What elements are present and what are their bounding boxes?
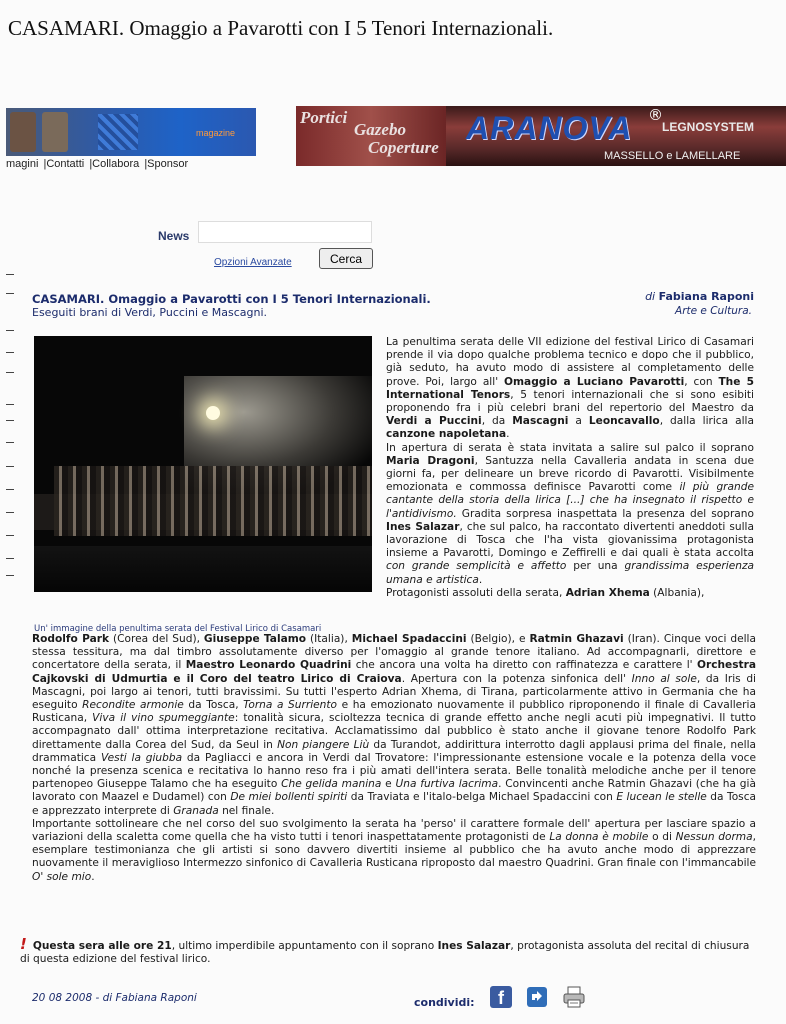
closing-name: Ines Salazar bbox=[437, 940, 511, 952]
article-subtitle: Eseguiti brani di Verdi, Puccini e Mascagni. bbox=[32, 306, 268, 319]
article-text: Rodolfo Park (Corea del Sud), Giuseppe Talamo (Italia), Michael Spadaccini (Belgio), e Ratmin Ghazavi (Iran). Cinque voci della stessa tessitura, ma dal timbro assolutamente diverso per l'omaggio al grande tenore italiano. Ad accompagnarli, direttore e concertatore della serata, il Maestro Leonardo Quadrini che ancora una volta ha diretto con raffinatezza e carattere l' Orchestra Cajkovski di Udmurtia e il Coro del teatro Lirico di Craiova. Apertura con la potenza sinfonica dell' Inno al sole, da Iris di Mascagni, poi largo ai tenori, tutti bravissimi. Su tutti l'esperto Adrian Xhema, di Tirana, particolarmente attivo in Germania che ha eseguito Recondite armonie da Tosca, Torna a Surriento e ha emozionato nuovamente il pubblico riproponendo il finale di Cavalleria Rusticana, Viva il vino spumeggiante: tonalità sicura, scioltezza tecnica di grande effetto anche negli acuti più impegnativi. Il tutto accompagnato dall' ottima interpretazione recitativa. Acclamatissimo dal pubblico è stato anche il giovane tenore Rodolfo Park direttamente dalla Corea del Sud, da Seul in Non piangere Liù da Turandot, addirittura interrotto dagli applausi prima del finale, nella drammatica Vesti la giubba da Pagliacci e ancora in Verdi dal Trovatore: l'impressionante estensione vocale e la potenza della voce nonché la presenza scenica e recitativa lo hanno reso fra i più amati dell'intera serata. Belle tonalità melodiche anche per il tenore partenopeo Giuseppe Talamo che ha eseguito Che gelida manina e Una furtiva lacrima. Convincenti anche Ratmin Ghazavi (che ha già lavorato con Maazel e Dudamel) con De miei bollenti spiriti da Traviata e l'italo-belga Michael Spadaccini con E lucean le stelle da Tosca e apprezzato interprete di Granada nel finale. Importante sottolineare che nel corso del suo svolgimento la serata ha 'perso' il carattere formale dell' apertura per lasciare spazio a variazioni della scaletta come quella che ha visto tutti i tenori inaspettatamente protagonisti de La donna è mobile o di Nessun dorma, esemplare testimonianza che gli artisti si sono davvero divertiti insieme al pubblico che ha avuto anche modo di apprezzare nuovamente il meraviglioso Intermezzo sinfonico di Cavalleria Rusticana riproposto dal maestro Quadrini. Gran finale con l'immancabile O' sole mio. bbox=[32, 633, 757, 883]
nav-item-sponsor[interactable]: |Sponsor bbox=[144, 158, 189, 170]
magazine-banner[interactable] bbox=[6, 108, 256, 156]
margin-mark bbox=[6, 489, 14, 490]
margin-mark bbox=[6, 535, 14, 536]
margin-mark bbox=[6, 330, 14, 331]
nav-item-collabora[interactable]: |Collabora bbox=[89, 158, 140, 170]
margin-mark bbox=[6, 466, 14, 467]
banner-photo bbox=[10, 112, 36, 152]
margin-mark bbox=[6, 558, 14, 559]
facebook-icon[interactable]: f bbox=[490, 986, 512, 1008]
share-icon[interactable] bbox=[526, 986, 548, 1008]
print-icon[interactable] bbox=[562, 986, 586, 1008]
nav-item-immagini[interactable]: magini bbox=[6, 158, 39, 170]
banner-tag: magazine bbox=[196, 128, 236, 138]
ad-brand-logo: ARANOVA bbox=[466, 110, 633, 146]
article-section: Arte e Cultura. bbox=[675, 305, 752, 317]
ad-word-coperture: Coperture bbox=[368, 138, 439, 157]
share-label: condividi: bbox=[414, 996, 475, 1009]
margin-mark bbox=[6, 352, 14, 353]
byline bbox=[645, 290, 754, 303]
stage-lamp bbox=[206, 406, 220, 420]
banner-photo bbox=[42, 112, 68, 152]
document-title: CASAMARI. Omaggio a Pavarotti con I 5 Tenori Internazionali. bbox=[8, 16, 554, 40]
search-label: News bbox=[158, 229, 190, 243]
banner-graphic bbox=[98, 114, 138, 150]
ad-word-gazebo: Gazebo bbox=[354, 120, 406, 139]
margin-mark bbox=[6, 372, 14, 373]
margin-mark bbox=[6, 420, 14, 421]
margin-mark bbox=[6, 404, 14, 405]
article-body-full bbox=[32, 633, 756, 884]
search-button[interactable]: Cerca bbox=[319, 248, 373, 269]
nav-item-contatti[interactable]: |Contatti bbox=[43, 158, 85, 170]
margin-mark bbox=[6, 575, 14, 576]
closing-middle: , ultimo imperdibile appuntamento con il soprano bbox=[171, 940, 438, 952]
aranova-ad-banner[interactable] bbox=[296, 106, 786, 166]
search-input[interactable] bbox=[198, 221, 372, 243]
top-navigation bbox=[6, 158, 190, 170]
margin-mark bbox=[6, 512, 14, 513]
closing-note bbox=[20, 935, 756, 966]
margin-mark bbox=[6, 274, 14, 275]
margin-mark bbox=[6, 442, 14, 443]
margin-mark bbox=[6, 293, 14, 294]
photo-caption: Un' immagine della penultima serata del Festival Lirico di Casamari bbox=[34, 624, 322, 634]
orchestra-silhouettes bbox=[54, 466, 372, 536]
article-photo bbox=[34, 336, 372, 592]
exclamation-icon: ! bbox=[20, 935, 27, 953]
closing-tail: , protagonista assoluta del recital di chiusura di questa edizione del festival lirico. bbox=[20, 940, 750, 966]
advanced-options-link[interactable]: Opzioni Avanzate bbox=[214, 257, 292, 268]
registered-mark: ® bbox=[648, 106, 663, 124]
article-body-column bbox=[386, 336, 754, 600]
ad-word-portici: Portici bbox=[300, 108, 348, 127]
ad-tagline-bottom: MASSELLO e LAMELLARE bbox=[604, 150, 741, 162]
byline-prefix: di bbox=[645, 290, 656, 303]
footer-date-author: 20 08 2008 - di Fabiana Raponi bbox=[32, 992, 197, 1004]
article-text: La penultima serata delle VII edizione del festival Lirico di Casamari prende il via dopo qualche problema tecnico e dopo che il pubblico, già seduto, ha avuto modo di assistere al completamento delle prove. Poi, largo all' Omaggio a Luciano Pavarotti, con The 5 International Tenors, 5 tenori internazionali che si sono esibiti proponendo fra i più celebri brani del repertorio del Maestro da Verdi a Puccini, da Mascagni a Leoncavallo, dalla lirica alla canzone napoletana. In apertura di serata è stata invitata a salire sul palco il soprano Maria Dragoni, Santuzza nella Cavalleria andata in scena due giorni fa, per delineare un breve ricordo di Pavarotti. Visibilmente emozionata e commossa definisce Pavarotti come il più grande cantante della storia della lirica [...] che ha insegnato il rispetto e l'antidivismo. Gradita sorpresa inaspettata la presenza del soprano Ines Salazar, che sul palco, ha raccontato divertenti aneddoti sulla lavorazione di Tosca che l'ha vista giovanissima protagonista insieme a Pavarotti, Domingo e Zeffirelli e dai quali è stata accolta con grande semplicità e affetto per una grandissima esperienza umana e artistica. Protagonisti assoluti della serata, Adrian Xhema (Albania), bbox=[386, 336, 755, 599]
stage-floor bbox=[34, 546, 372, 592]
author-name: Fabiana Raponi bbox=[658, 290, 754, 303]
closing-lead: Questa sera alle ore 21 bbox=[32, 940, 172, 952]
ad-tagline-top: LEGNOSYSTEM bbox=[662, 120, 755, 134]
article-title: CASAMARI. Omaggio a Pavarotti con I 5 Tenori Internazionali. bbox=[32, 292, 431, 306]
